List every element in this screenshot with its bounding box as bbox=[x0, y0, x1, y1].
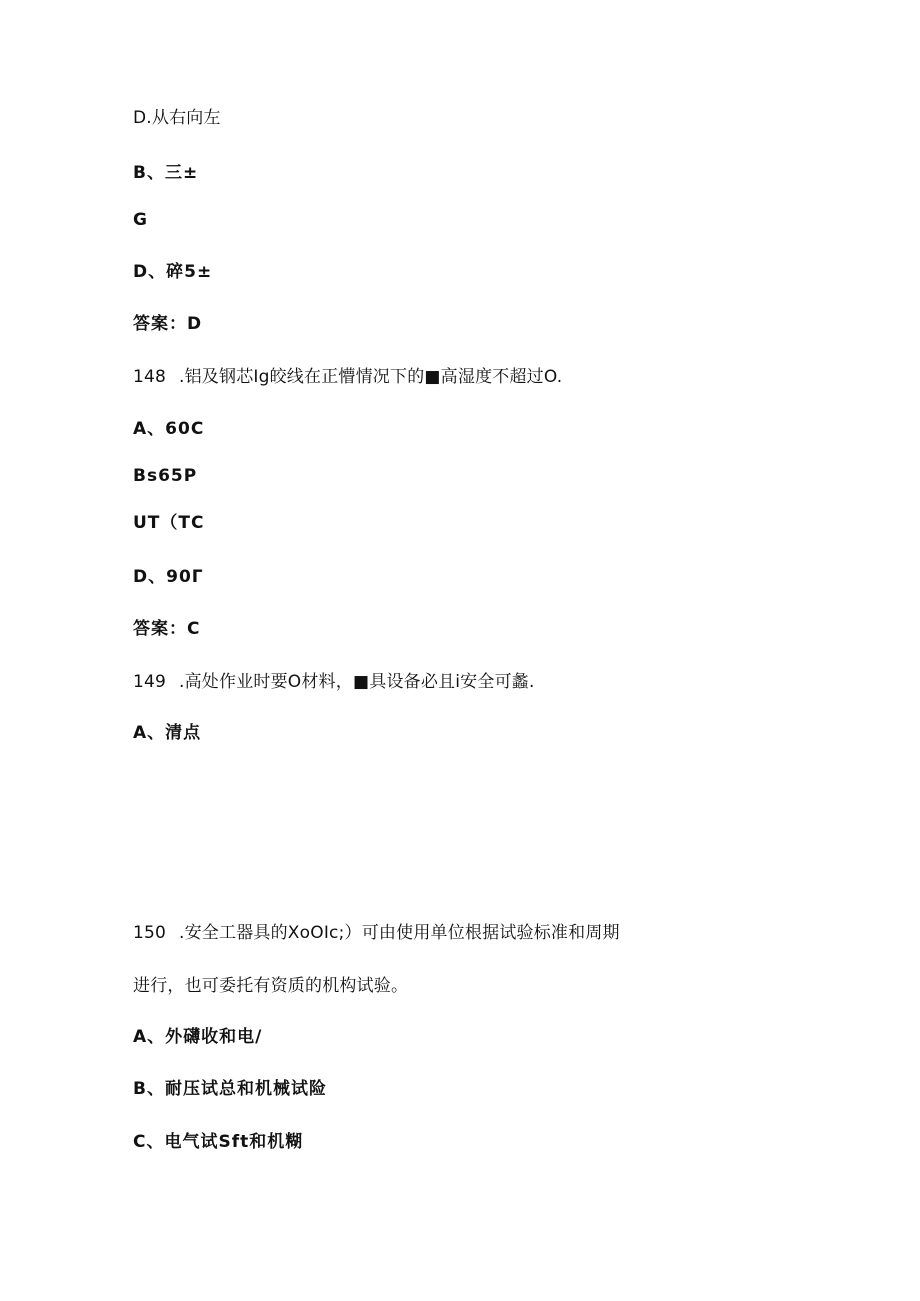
question-148 bbox=[133, 366, 562, 388]
option-line bbox=[133, 209, 148, 231]
option-text: C、电气试Sft和机糊 bbox=[133, 1132, 304, 1152]
option-line bbox=[133, 1026, 262, 1048]
option-text: G bbox=[133, 210, 148, 230]
question-number: 149 bbox=[133, 672, 167, 692]
option-line bbox=[133, 261, 212, 283]
option-line bbox=[133, 418, 204, 440]
question-number: 150 bbox=[133, 923, 167, 943]
option-line bbox=[133, 162, 198, 184]
option-text: D、碎5± bbox=[133, 262, 213, 282]
option-text: A、清点 bbox=[133, 723, 202, 743]
question-number: 148 bbox=[133, 367, 167, 387]
option-line bbox=[133, 465, 197, 487]
answer-line bbox=[133, 313, 202, 335]
option-line bbox=[133, 512, 204, 534]
question-text: .高处作业时要O材料，■具设备必且i安全可蠡. bbox=[179, 672, 535, 692]
option-line bbox=[133, 107, 221, 129]
option-text: Bs65P bbox=[133, 466, 198, 486]
question-continuation bbox=[133, 975, 408, 997]
answer-line bbox=[133, 618, 200, 640]
question-150 bbox=[133, 922, 620, 944]
option-text: D.从右向左 bbox=[133, 108, 221, 128]
question-text: .铝及钢芯Ig皎线在正懵情况下的■高湿度不超过O. bbox=[179, 367, 563, 387]
option-text: A、60C bbox=[133, 419, 205, 439]
option-line bbox=[133, 722, 201, 744]
option-text: UT（TC bbox=[133, 513, 205, 533]
question-text: 进行，也可委托有资质的机构试验。 bbox=[133, 976, 409, 996]
option-text: D、90Γ bbox=[133, 567, 204, 587]
option-text: B、三± bbox=[133, 163, 199, 183]
answer-text: 答案：C bbox=[133, 619, 201, 639]
option-line bbox=[133, 1131, 303, 1153]
question-149 bbox=[133, 671, 535, 693]
option-text: A、外礴收和电/ bbox=[133, 1027, 263, 1047]
question-text: .安全工器具的XoOIc;）可由使用单位根据试验标准和周期 bbox=[179, 923, 620, 943]
option-line bbox=[133, 1078, 327, 1100]
answer-text: 答案：D bbox=[133, 314, 203, 334]
option-text: B、耐压试总和机械试险 bbox=[133, 1079, 327, 1099]
option-line bbox=[133, 566, 204, 588]
